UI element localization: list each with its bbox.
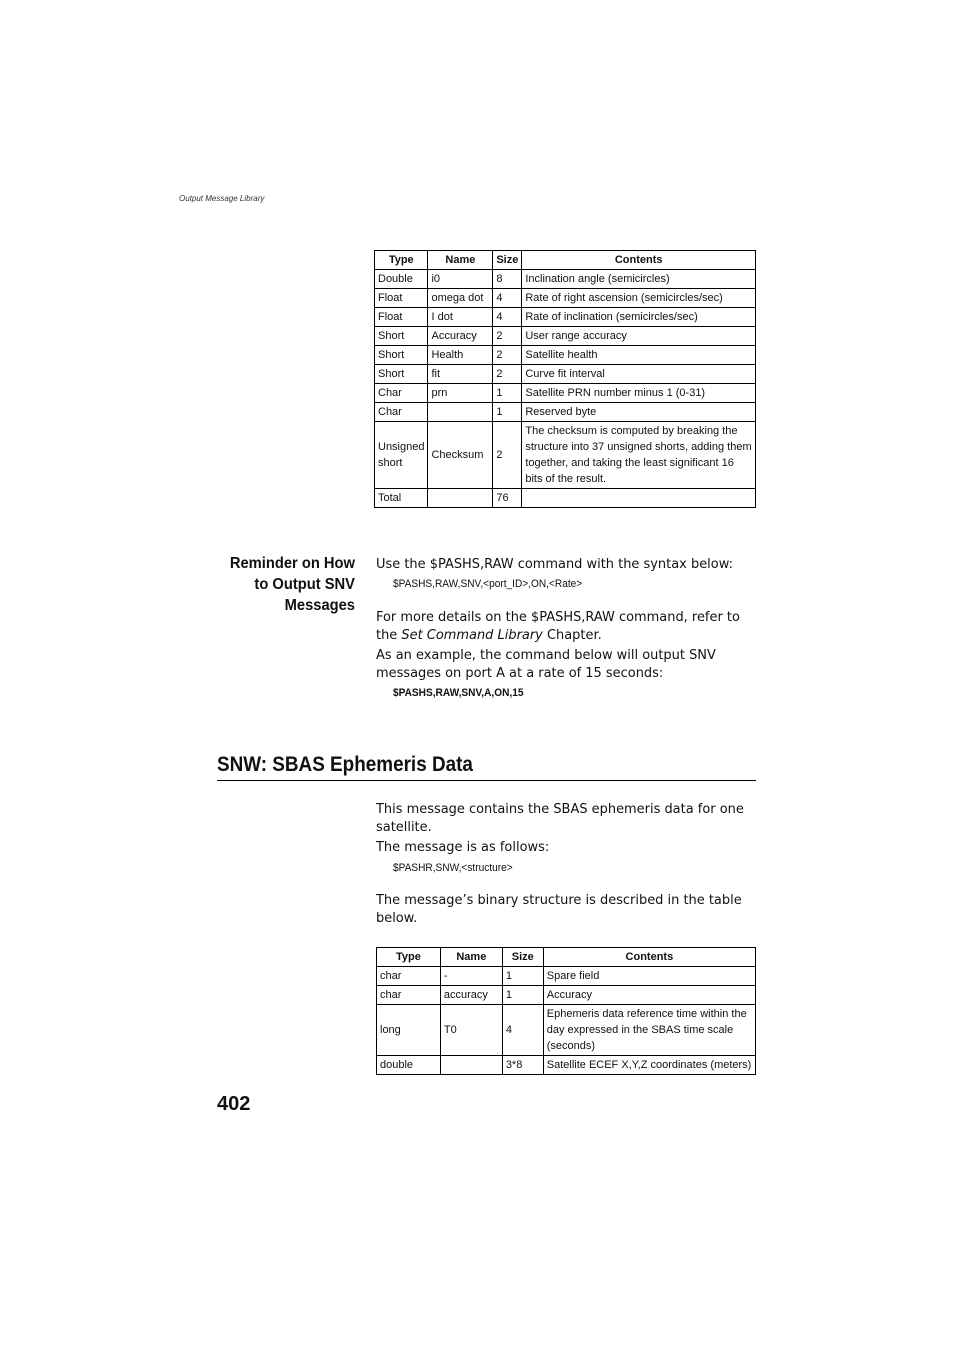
cell-size: 1 <box>493 403 522 422</box>
table-row <box>377 986 756 1005</box>
cell-contents: Accuracy <box>543 986 755 1005</box>
cell-name: T0 <box>440 1005 502 1056</box>
cell-contents: Satellite health <box>522 346 756 365</box>
cell-size: 2 <box>493 327 522 346</box>
cell-type: char <box>377 986 441 1005</box>
cell-type: char <box>377 967 441 986</box>
table-row <box>375 403 756 422</box>
table-row <box>375 365 756 384</box>
running-head: Output Message Library <box>179 194 265 203</box>
cell-type: Total <box>375 489 428 508</box>
cell-contents: Rate of inclination (semicircles/sec) <box>522 308 756 327</box>
cell-size: 2 <box>493 422 522 489</box>
table-header-row <box>377 948 756 967</box>
table-header-row <box>375 251 756 270</box>
cell-type: Short <box>375 346 428 365</box>
snv-structure-table <box>374 250 756 508</box>
cell-contents: Ephemeris data reference time within the day expressed in the SBAS time scale (seconds) <box>543 1005 755 1056</box>
cell-size: 1 <box>502 986 543 1005</box>
cell-type: long <box>377 1005 441 1056</box>
reminder-paragraph-1: Use the $PASHS,RAW command with the syntax below: <box>376 556 733 572</box>
cell-size: 8 <box>493 270 522 289</box>
section-title <box>217 752 756 781</box>
table-row <box>375 422 756 489</box>
cell-contents <box>522 489 756 508</box>
table-row <box>375 489 756 508</box>
reminder-command-example: $PASHS,RAW,SNV,A,ON,15 <box>393 687 524 699</box>
cell-name <box>440 1056 502 1075</box>
cell-name: accuracy <box>440 986 502 1005</box>
column-header: Contents <box>522 251 756 270</box>
table-row <box>375 289 756 308</box>
column-header: Name <box>440 948 502 967</box>
reminder-paragraph-2-end: Chapter. <box>542 626 602 643</box>
table-row <box>377 1005 756 1056</box>
cell-size: 1 <box>502 967 543 986</box>
table-row <box>377 1056 756 1075</box>
cell-size: 1 <box>493 384 522 403</box>
cell-contents: Satellite ECEF X,Y,Z coordinates (meters) <box>543 1056 755 1075</box>
column-header: Name <box>428 251 493 270</box>
cell-type: Short <box>375 327 428 346</box>
reminder-command-syntax: $PASHS,RAW,SNV,<port_ID>,ON,<Rate> <box>393 578 583 590</box>
cell-contents: The checksum is computed by breaking the structure into 37 unsigned shorts, adding them together, and taking the least significant 16 bits of the result. <box>522 422 756 489</box>
cell-type: double <box>377 1056 441 1075</box>
cell-size: 3*8 <box>502 1056 543 1075</box>
cell-name: prn <box>428 384 493 403</box>
cell-type: Short <box>375 365 428 384</box>
cell-type: Double <box>375 270 428 289</box>
cell-name: - <box>440 967 502 986</box>
cell-contents: Inclination angle (semicircles) <box>522 270 756 289</box>
table-row <box>375 308 756 327</box>
table-row <box>375 346 756 365</box>
cell-size: 2 <box>493 346 522 365</box>
cell-size: 4 <box>493 308 522 327</box>
cell-contents: User range accuracy <box>522 327 756 346</box>
table-row <box>377 967 756 986</box>
cell-type: Char <box>375 403 428 422</box>
cell-size: 76 <box>493 489 522 508</box>
cell-contents: Reserved byte <box>522 403 756 422</box>
cell-name <box>428 489 493 508</box>
cell-name: Health <box>428 346 493 365</box>
cell-type: Float <box>375 289 428 308</box>
cell-name: fit <box>428 365 493 384</box>
cell-name: I dot <box>428 308 493 327</box>
cell-name: Accuracy <box>428 327 493 346</box>
cell-name: i0 <box>428 270 493 289</box>
cell-size: 4 <box>493 289 522 308</box>
reminder-paragraph-2 <box>376 609 746 644</box>
column-header: Type <box>377 948 441 967</box>
cell-size: 2 <box>493 365 522 384</box>
snw-paragraph-3: The message’s binary structure is described in the table below. <box>376 892 742 926</box>
cell-name: Checksum <box>428 422 493 489</box>
cell-type: Unsigned short <box>375 422 428 489</box>
reminder-paragraph-2-start: For more details on the $PASHS,RAW command, refer to the <box>376 609 740 643</box>
snw-paragraph-1: This message contains the SBAS ephemeris data for one satellite. <box>376 801 744 835</box>
table-row <box>375 327 756 346</box>
column-header: Size <box>502 948 543 967</box>
snw-paragraph-2: The message is as follows: <box>376 839 550 855</box>
section-title-text: SNW: SBAS Ephemeris Data <box>217 753 473 776</box>
reminder-paragraph-3: As an example, the command below will output SNV messages on port A at a rate of 15 seconds: <box>376 647 716 681</box>
cell-type: Char <box>375 384 428 403</box>
cell-contents: Spare field <box>543 967 755 986</box>
set-command-library-reference: Set Command Library <box>401 626 543 643</box>
column-header: Size <box>493 251 522 270</box>
cell-type: Float <box>375 308 428 327</box>
cell-name <box>428 403 493 422</box>
column-header: Type <box>375 251 428 270</box>
table-row <box>375 384 756 403</box>
cell-name: omega dot <box>428 289 493 308</box>
cell-size: 4 <box>502 1005 543 1056</box>
cell-contents: Curve fit interval <box>522 365 756 384</box>
page-number: 402 <box>217 1093 251 1115</box>
snw-structure-table <box>376 947 756 1075</box>
reminder-heading: Reminder on How to Output SNV Messages <box>229 555 355 614</box>
snw-message-syntax: $PASHR,SNW,<structure> <box>393 862 513 874</box>
column-header: Contents <box>543 948 755 967</box>
cell-contents: Satellite PRN number minus 1 (0-31) <box>522 384 756 403</box>
cell-contents: Rate of right ascension (semicircles/sec) <box>522 289 756 308</box>
table-row <box>375 270 756 289</box>
